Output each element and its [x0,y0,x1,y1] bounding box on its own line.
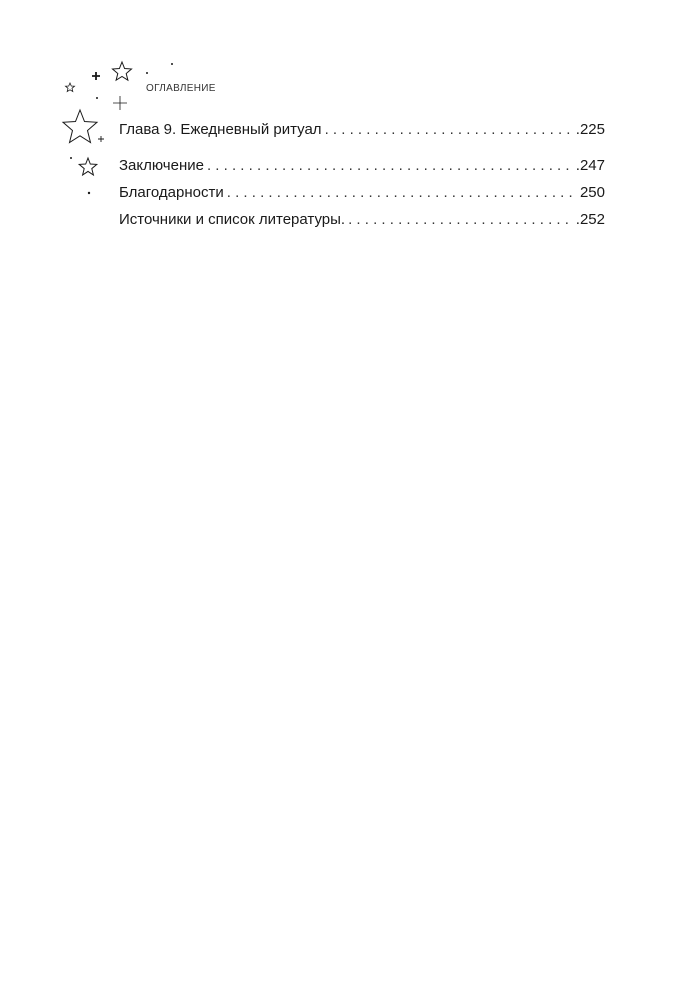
medium-star-icon [113,62,132,80]
dot-leader [227,183,577,203]
toc-entry-page: .252 [575,211,605,228]
dot-icon [171,63,173,65]
toc-entry[interactable] [119,183,605,203]
toc-entry[interactable] [119,210,605,230]
toc-entry-title: Заключение [119,157,204,174]
dot-leader [325,120,573,140]
outline-star-icon [79,158,97,175]
toc-entry[interactable] [119,156,605,176]
table-of-contents [119,120,605,230]
dot-icon [146,72,148,74]
toc-entry-title: Благодарности [119,184,224,201]
toc-entry-title: Глава 9. Ежедневный ритуал [119,121,322,138]
plus-sparkle-icon [92,72,100,80]
toc-entry-page: .225 [575,121,605,138]
dot-leader [348,210,573,230]
dot-icon [88,192,90,194]
dot-icon [70,157,72,159]
toc-entry-page: .247 [575,157,605,174]
running-head: ОГЛАВЛЕНИЕ [146,83,216,94]
thin-cross-sparkle-icon [113,96,127,110]
tiny-plus-icon [98,136,104,142]
large-star-icon [63,110,97,143]
dot-leader [207,156,573,176]
dot-icon [96,97,98,99]
small-star-icon [66,83,75,92]
toc-entry[interactable] [119,120,605,140]
toc-entry-page: 250 [579,184,605,201]
toc-entry-title: Источники и список литературы. [119,211,346,228]
